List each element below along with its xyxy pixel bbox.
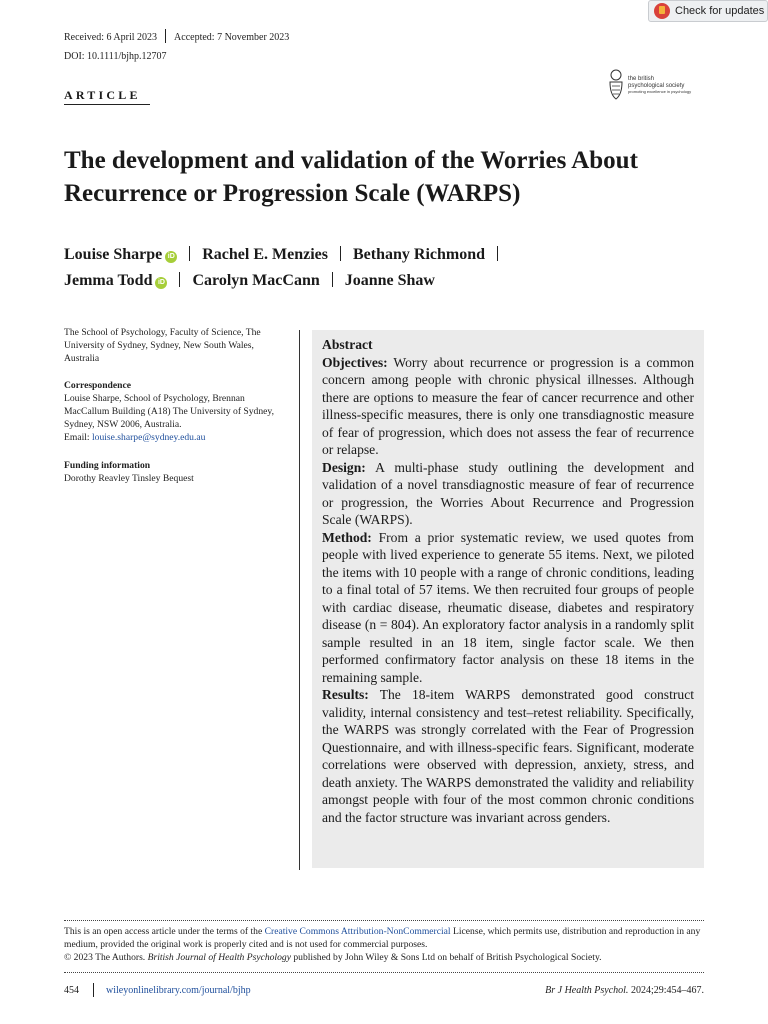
funding-heading: Funding information <box>64 460 151 471</box>
footer-divider <box>64 972 704 973</box>
email-label: Email: <box>64 432 92 443</box>
column-divider <box>299 330 300 870</box>
section-label: Design: <box>322 459 366 475</box>
separator <box>189 246 190 261</box>
author-name: Jemma Todd <box>64 272 153 289</box>
abstract-design <box>322 459 694 529</box>
section-text: Worry about recurrence or progression is a common concern among people with chronic physical illnesses. Although there are options to measure the fear of cancer recurrence and other illness-specific measures, there is only one transdiagnostic measure of fear of progression, which does not assess the fear of recurrence or relapse. <box>322 354 694 457</box>
separator <box>93 983 94 997</box>
cc-license-link[interactable]: Creative Commons Attribution-NonCommercial <box>264 926 451 937</box>
abstract-objectives <box>322 354 694 459</box>
abstract-method <box>322 529 694 687</box>
correspondence-block <box>64 379 279 444</box>
email-line <box>64 431 279 444</box>
logo-tagline: promoting excellence in psychology <box>628 89 692 94</box>
logo-line-1: the british <box>628 76 655 82</box>
copyright-post: published by John Wiley & Sons Ltd on behalf of British Psychological Society. <box>290 952 602 963</box>
abstract-heading: Abstract <box>322 337 373 352</box>
author-list <box>64 242 704 294</box>
article-type: ARTICLE <box>64 88 141 102</box>
funding-block <box>64 459 279 485</box>
correspondence-text: Louise Sharpe, School of Psychology, Brennan MacCallum Building (A18) The University of Sydney, Sydney, NSW 2006, Australia. <box>64 393 274 430</box>
author-name: Bethany Richmond <box>353 246 486 263</box>
email-link[interactable]: louise.sharpe@sydney.edu.au <box>91 432 206 443</box>
journal-url-link[interactable]: wileyonlinelibrary.com/journal/bjhp <box>106 984 251 996</box>
separator <box>165 29 166 43</box>
author-item[interactable] <box>64 272 167 289</box>
author-item[interactable] <box>202 246 328 263</box>
accepted-date: Accepted: 7 November 2023 <box>174 32 290 43</box>
orcid-icon[interactable]: iD <box>155 277 167 289</box>
license-block <box>64 925 704 964</box>
received-date: Received: 6 April 2023 <box>64 32 158 43</box>
bps-logo-icon <box>606 68 626 100</box>
abstract-box <box>312 330 704 868</box>
author-name: Carolyn MacCann <box>192 272 320 289</box>
logo-line-2: psychological society <box>628 82 685 89</box>
publisher-logo <box>606 68 706 102</box>
abstract-results <box>322 686 694 826</box>
article-type-underline <box>64 104 150 105</box>
section-label: Results: <box>322 687 369 702</box>
copyright-pre: © 2023 The Authors. <box>64 952 148 963</box>
orcid-icon[interactable]: iD <box>165 251 177 263</box>
section-text: The 18-item WARPS demonstrated good construct validity, internal consistency and test–retest reliability. Specifically, the WARPS was strongly correlated with the Fear of Progression Questionnaire, and with illness-specific fears. Significant, moderate correlations were observed with depression, anxiety, stress, and death anxiety. The WARPS demonstrated the validity and reliability amongst people with four of the most common chronic conditions and the factor structure was invariant across genders. <box>322 687 694 825</box>
check-for-updates-button[interactable] <box>648 0 768 22</box>
page-number: 454 <box>64 984 79 996</box>
copyright-line <box>64 951 704 964</box>
logo-text <box>628 76 691 96</box>
section-label: Objectives: <box>322 354 388 370</box>
section-label: Method: <box>322 529 372 545</box>
separator <box>340 246 341 261</box>
citation-volume: 2024;29:454–467. <box>628 984 704 996</box>
license-pre: This is an open access article under the terms of the <box>64 926 265 937</box>
journal-name: British Journal of Health Psychology <box>147 952 291 963</box>
section-text: A multi-phase study outlining the development and validation of a novel transdiagnostic measure of fear of recurrence or progression, the Worries About Recurrence and Progression Scale (WARPS). <box>322 459 694 527</box>
author-name: Joanne Shaw <box>344 272 435 289</box>
separator <box>179 272 180 287</box>
citation <box>545 985 704 996</box>
affiliation: The School of Psychology, Faculty of Science, The University of Sydney, Sydney, New South Wales, Australia <box>64 327 261 364</box>
license-divider <box>64 920 704 921</box>
check-for-updates-label: Check for updates <box>675 5 765 17</box>
funding-text: Dorothy Reavley Tinsley Bequest <box>64 473 194 484</box>
author-name: Rachel E. Menzies <box>202 246 328 263</box>
correspondence-heading: Correspondence <box>64 380 131 391</box>
license-text <box>64 925 704 951</box>
author-name: Louise Sharpe <box>64 246 163 263</box>
page-footer <box>64 983 704 997</box>
author-item[interactable] <box>345 272 435 289</box>
journal-abbrev: Br J Health Psychol. <box>545 984 629 996</box>
author-item[interactable] <box>64 246 177 263</box>
crossmark-icon <box>654 3 670 19</box>
doi: DOI: 10.1111/bjhp.12707 <box>64 51 167 62</box>
separator <box>332 272 333 287</box>
license-post: License, which permits use, distribution and reproduction in any medium, provided the original work is properly cited and is not used for commercial purposes. <box>64 926 701 950</box>
page-title: The development and validation of the Worries About Recurrence or Progression Scale (WARPS) <box>64 147 638 207</box>
author-item[interactable] <box>353 246 485 263</box>
author-item[interactable] <box>192 272 319 289</box>
separator <box>497 246 498 261</box>
section-text: From a prior systematic review, we used quotes from people with lived experience to generate 55 items. Next, we piloted the items with 10 people with a range of chronic conditions, leading to a final total of 57 items. We then recruited four groups of people with cardiac disease, rheumatic disease, diabetes and respiratory disease (n = 804). An exploratory factor analysis in a randomly split sample resulted in an 18 item, single factor scale. We then performed confirmatory factor analysis on these 18 items in the remaining sample. <box>322 529 694 685</box>
dates-line <box>64 29 289 43</box>
